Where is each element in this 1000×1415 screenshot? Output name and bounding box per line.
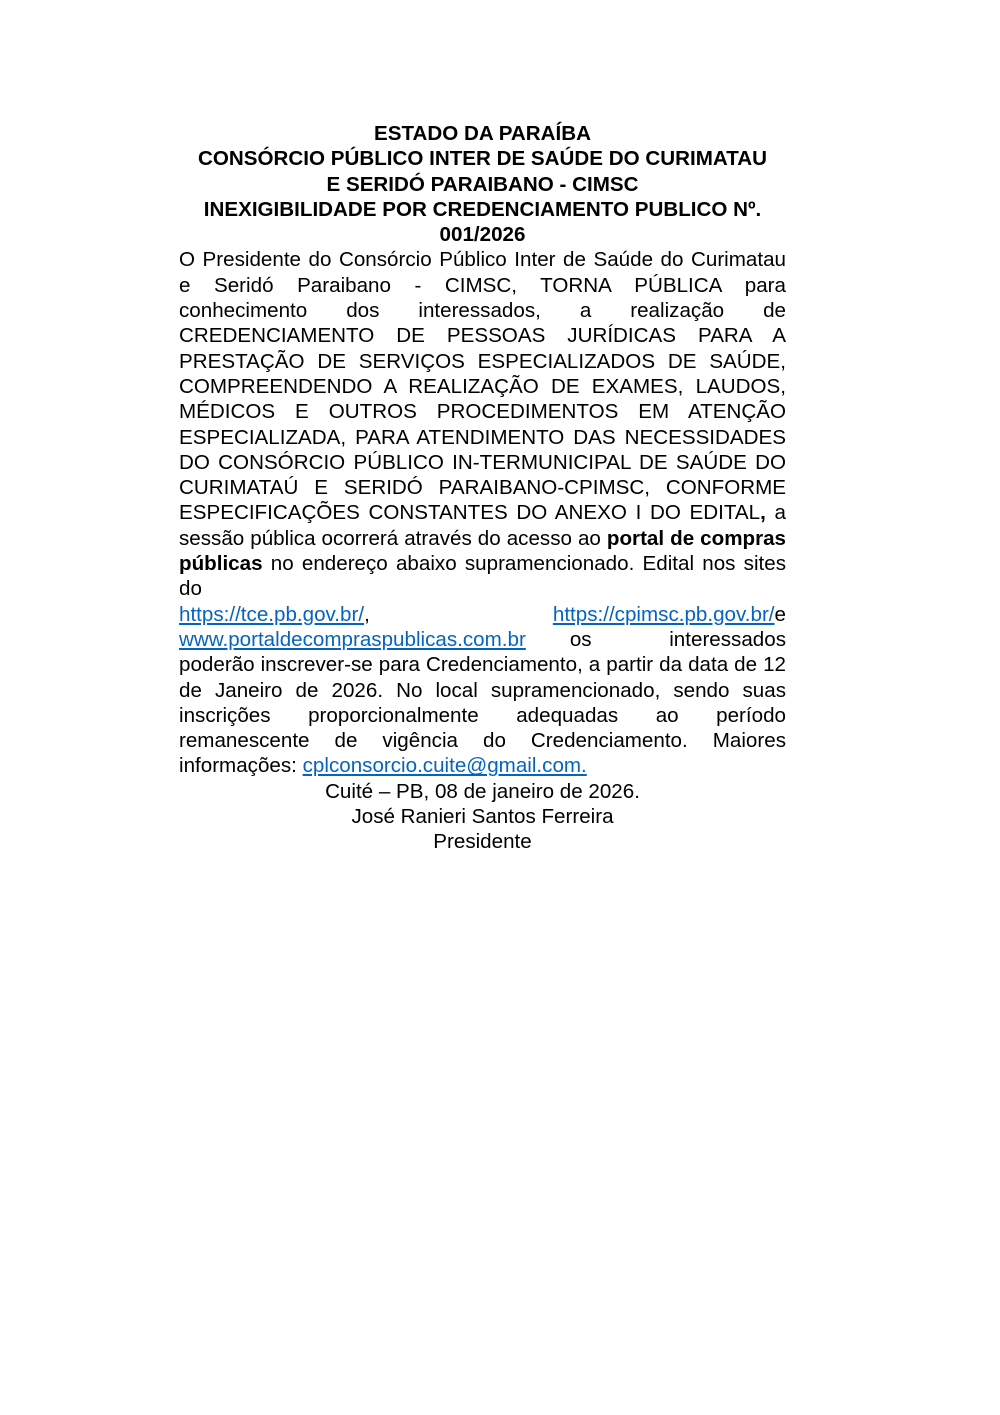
word-interessados: interessados	[669, 627, 786, 651]
notice-document	[179, 121, 786, 855]
place-date: Cuité – PB, 08 de janeiro de 2026.	[325, 779, 640, 803]
body-text-part2: a sessão pública ocorrerá através do acesso ao	[179, 501, 786, 550]
consortium-heading-cont: E SERIDÓ PARAIBANO - CIMSC	[326, 172, 639, 196]
body-text-part3: no endereço abaixo supramencionado. Edital nos sites do	[179, 552, 786, 601]
tce-link[interactable]: https://tce.pb.gov.br/	[179, 602, 365, 626]
sites-line	[179, 602, 786, 627]
portal-line-tail	[570, 627, 786, 652]
cpimsc-link[interactable]: https://cpimsc.pb.gov.br/	[552, 602, 775, 626]
signatory-title: Presidente	[433, 830, 532, 854]
state-heading: ESTADO DA PARAÍBA	[374, 122, 591, 145]
body-text-part1: O Presidente do Consórcio Público Inter de Saúde do Curimatau e Seridó Paraibano - CIMSC, TORNA PÚBLICA para conhecimento dos interessados, a realização de CREDENCIAMENTO DE PESSOAS JURÍDICAS PARA A PRESTAÇÃO DE SERVIÇOS ESPECIALIZADOS DE SAÚDE, COMPREENDENDO A REALIZAÇÃO DE EXAMES, LAUDOS, MÉDICOS E OUTROS PROCEDIMENTOS EM ATENÇÃO ESPECIALIZADA, PARA ATENDIMENTO DAS NECESSIDADES DO CONSÓRCIO PÚBLICO IN-TERMUNICIPAL DE SAÚDE DO CURIMATAÚ E SERIDÓ PARAIBANO-CPIMSC, CONFORME ESPECIFICAÇÕES CONSTANTES DO ANEXO I DO EDITAL	[179, 248, 786, 525]
bold-comma: ,	[760, 501, 766, 525]
portal-link[interactable]: www.portaldecompraspublicas.com.br	[179, 627, 526, 651]
notice-body	[179, 247, 786, 601]
portal-line	[179, 627, 786, 652]
conjunction-e: e	[774, 602, 786, 626]
signatory-name: José Ranieri Santos Ferreira	[351, 805, 614, 829]
tce-group	[179, 602, 370, 627]
body-text-part4: poderão inscrever-se para Credenciamento, a partir da data de 12 de Janeiro de 2026. No local supramencionado, sendo suas inscrições proporcionalmente adequadas ao período remanescente de vigência do Credenciamento. Maiores informações:	[179, 653, 786, 778]
comma-after-tce: ,	[364, 602, 370, 626]
notice-body-cont	[179, 652, 786, 778]
email-link[interactable]: cplconsorcio.cuite@gmail.com.	[302, 754, 587, 778]
consortium-heading: CONSÓRCIO PÚBLICO INTER DE SAÚDE DO CURIMATAU	[197, 147, 767, 171]
cpimsc-group	[553, 602, 786, 627]
notice-title: INEXIGIBILIDADE POR CREDENCIAMENTO PUBLICO Nº.	[203, 197, 762, 221]
notice-number: 001/2026	[439, 223, 526, 247]
portal-bold-text: portal de compras públicas	[179, 526, 787, 576]
word-os: os	[569, 627, 592, 651]
